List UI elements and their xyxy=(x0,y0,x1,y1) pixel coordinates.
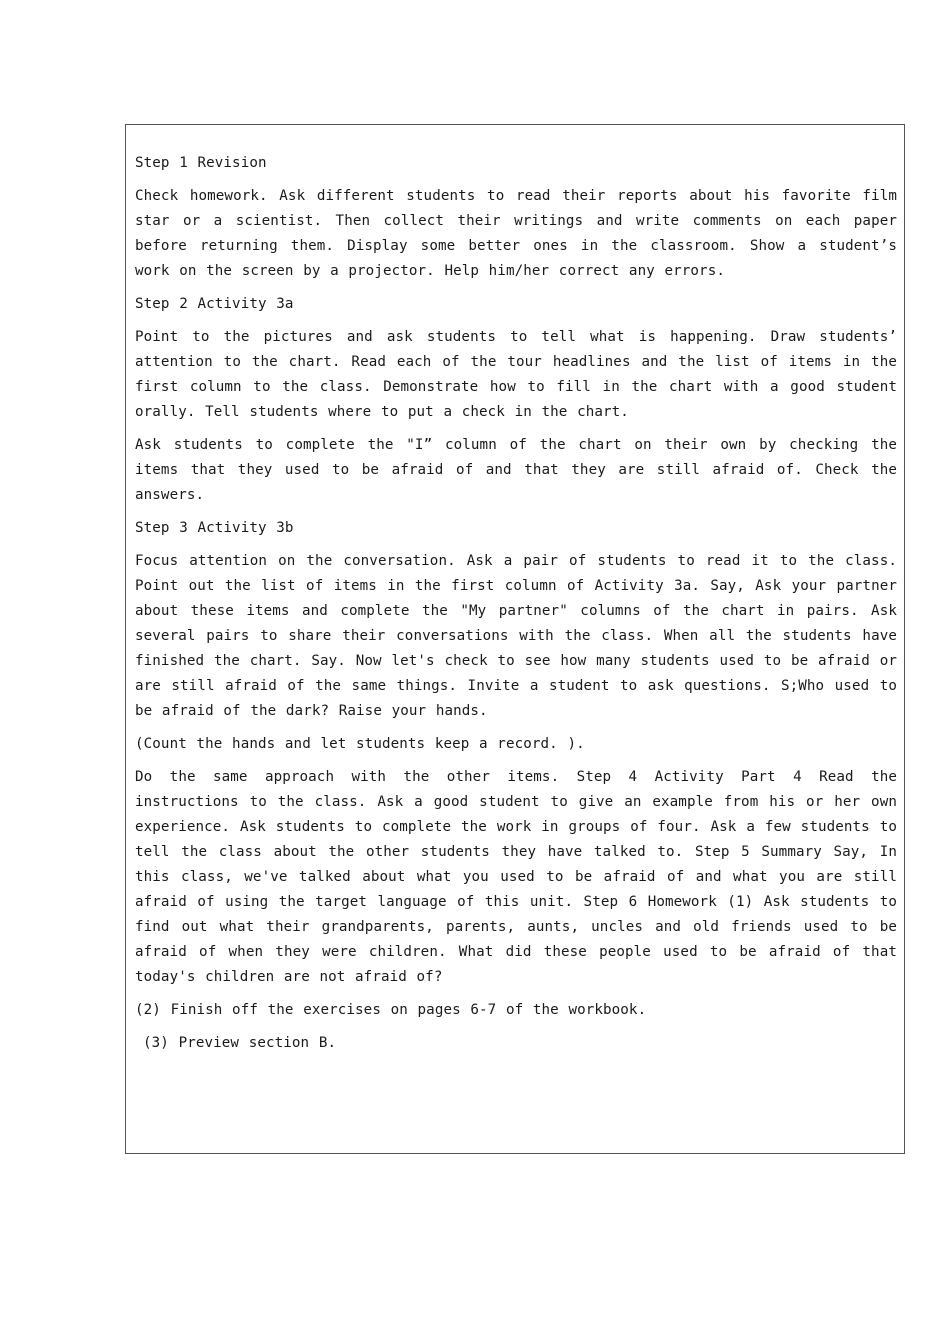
steps-4-to-6-body: Do the same approach with the other items. Step 4 Activity Part 4 Read the instructions to the class. Ask a good student to give an example from his or her own experience. Ask students to complete the work in groups of four. Ask a few students to tell the class about the other students they have talked to. Step 5 Summary Say, In this class, we've talked about what you used to be afraid of and what you are still afraid of using the target language of this unit. Step 6 Homework (1) Ask students to find out what their grandparents, parents, aunts, uncles and old friends used to be afraid of when they were children. What did these people used to be afraid of that today's children are not afraid of? xyxy=(135,769,897,985)
lesson-plan-content xyxy=(135,151,897,1064)
step-2-heading: Step 2 Activity 3a xyxy=(135,296,294,312)
count-hands-note: (Count the hands and let students keep a record. ). xyxy=(135,736,585,752)
step-1-body: Check homework. Ask different students to read their reports about his favorite film star or a scientist. Then collect their writings and write comments on each paper before returning them. Display some better ones in the classroom. Show a student’s work on the screen by a projector. Help him/her correct any errors. xyxy=(135,188,897,279)
step-3-body: Focus attention on the conversation. Ask a pair of students to read it to the class. Point out the list of items in the first column of Activity 3a. Say, Ask your partner about these items and complete the "My partner" columns of the chart in pairs. Ask several pairs to share their conversations with the class. When all the students have finished the chart. Say. Now let's check to see how many students used to be afraid or are still afraid of the same things. Invite a student to ask questions. S;Who used to be afraid of the dark? Raise your hands. xyxy=(135,553,897,719)
step-3-heading: Step 3 Activity 3b xyxy=(135,520,294,536)
step-1-heading: Step 1 Revision xyxy=(135,155,267,171)
lesson-plan-box xyxy=(125,124,905,1154)
homework-item-2: (2) Finish off the exercises on pages 6-7 of the workbook. xyxy=(135,1002,647,1018)
step-2-body: Point to the pictures and ask students to tell what is happening. Draw students’ attention to the chart. Read each of the tour headlines and the list of items in the first column to the class. Demonstrate how to fill in the chart with a good student orally. Tell students where to put a check in the chart. xyxy=(135,329,897,420)
homework-item-3: (3) Preview section B. xyxy=(143,1035,337,1051)
step-2-body-continued: Ask students to complete the "I” column of the chart on their own by checking the items that they used to be afraid of and that they are still afraid of. Check the answers. xyxy=(135,437,897,503)
